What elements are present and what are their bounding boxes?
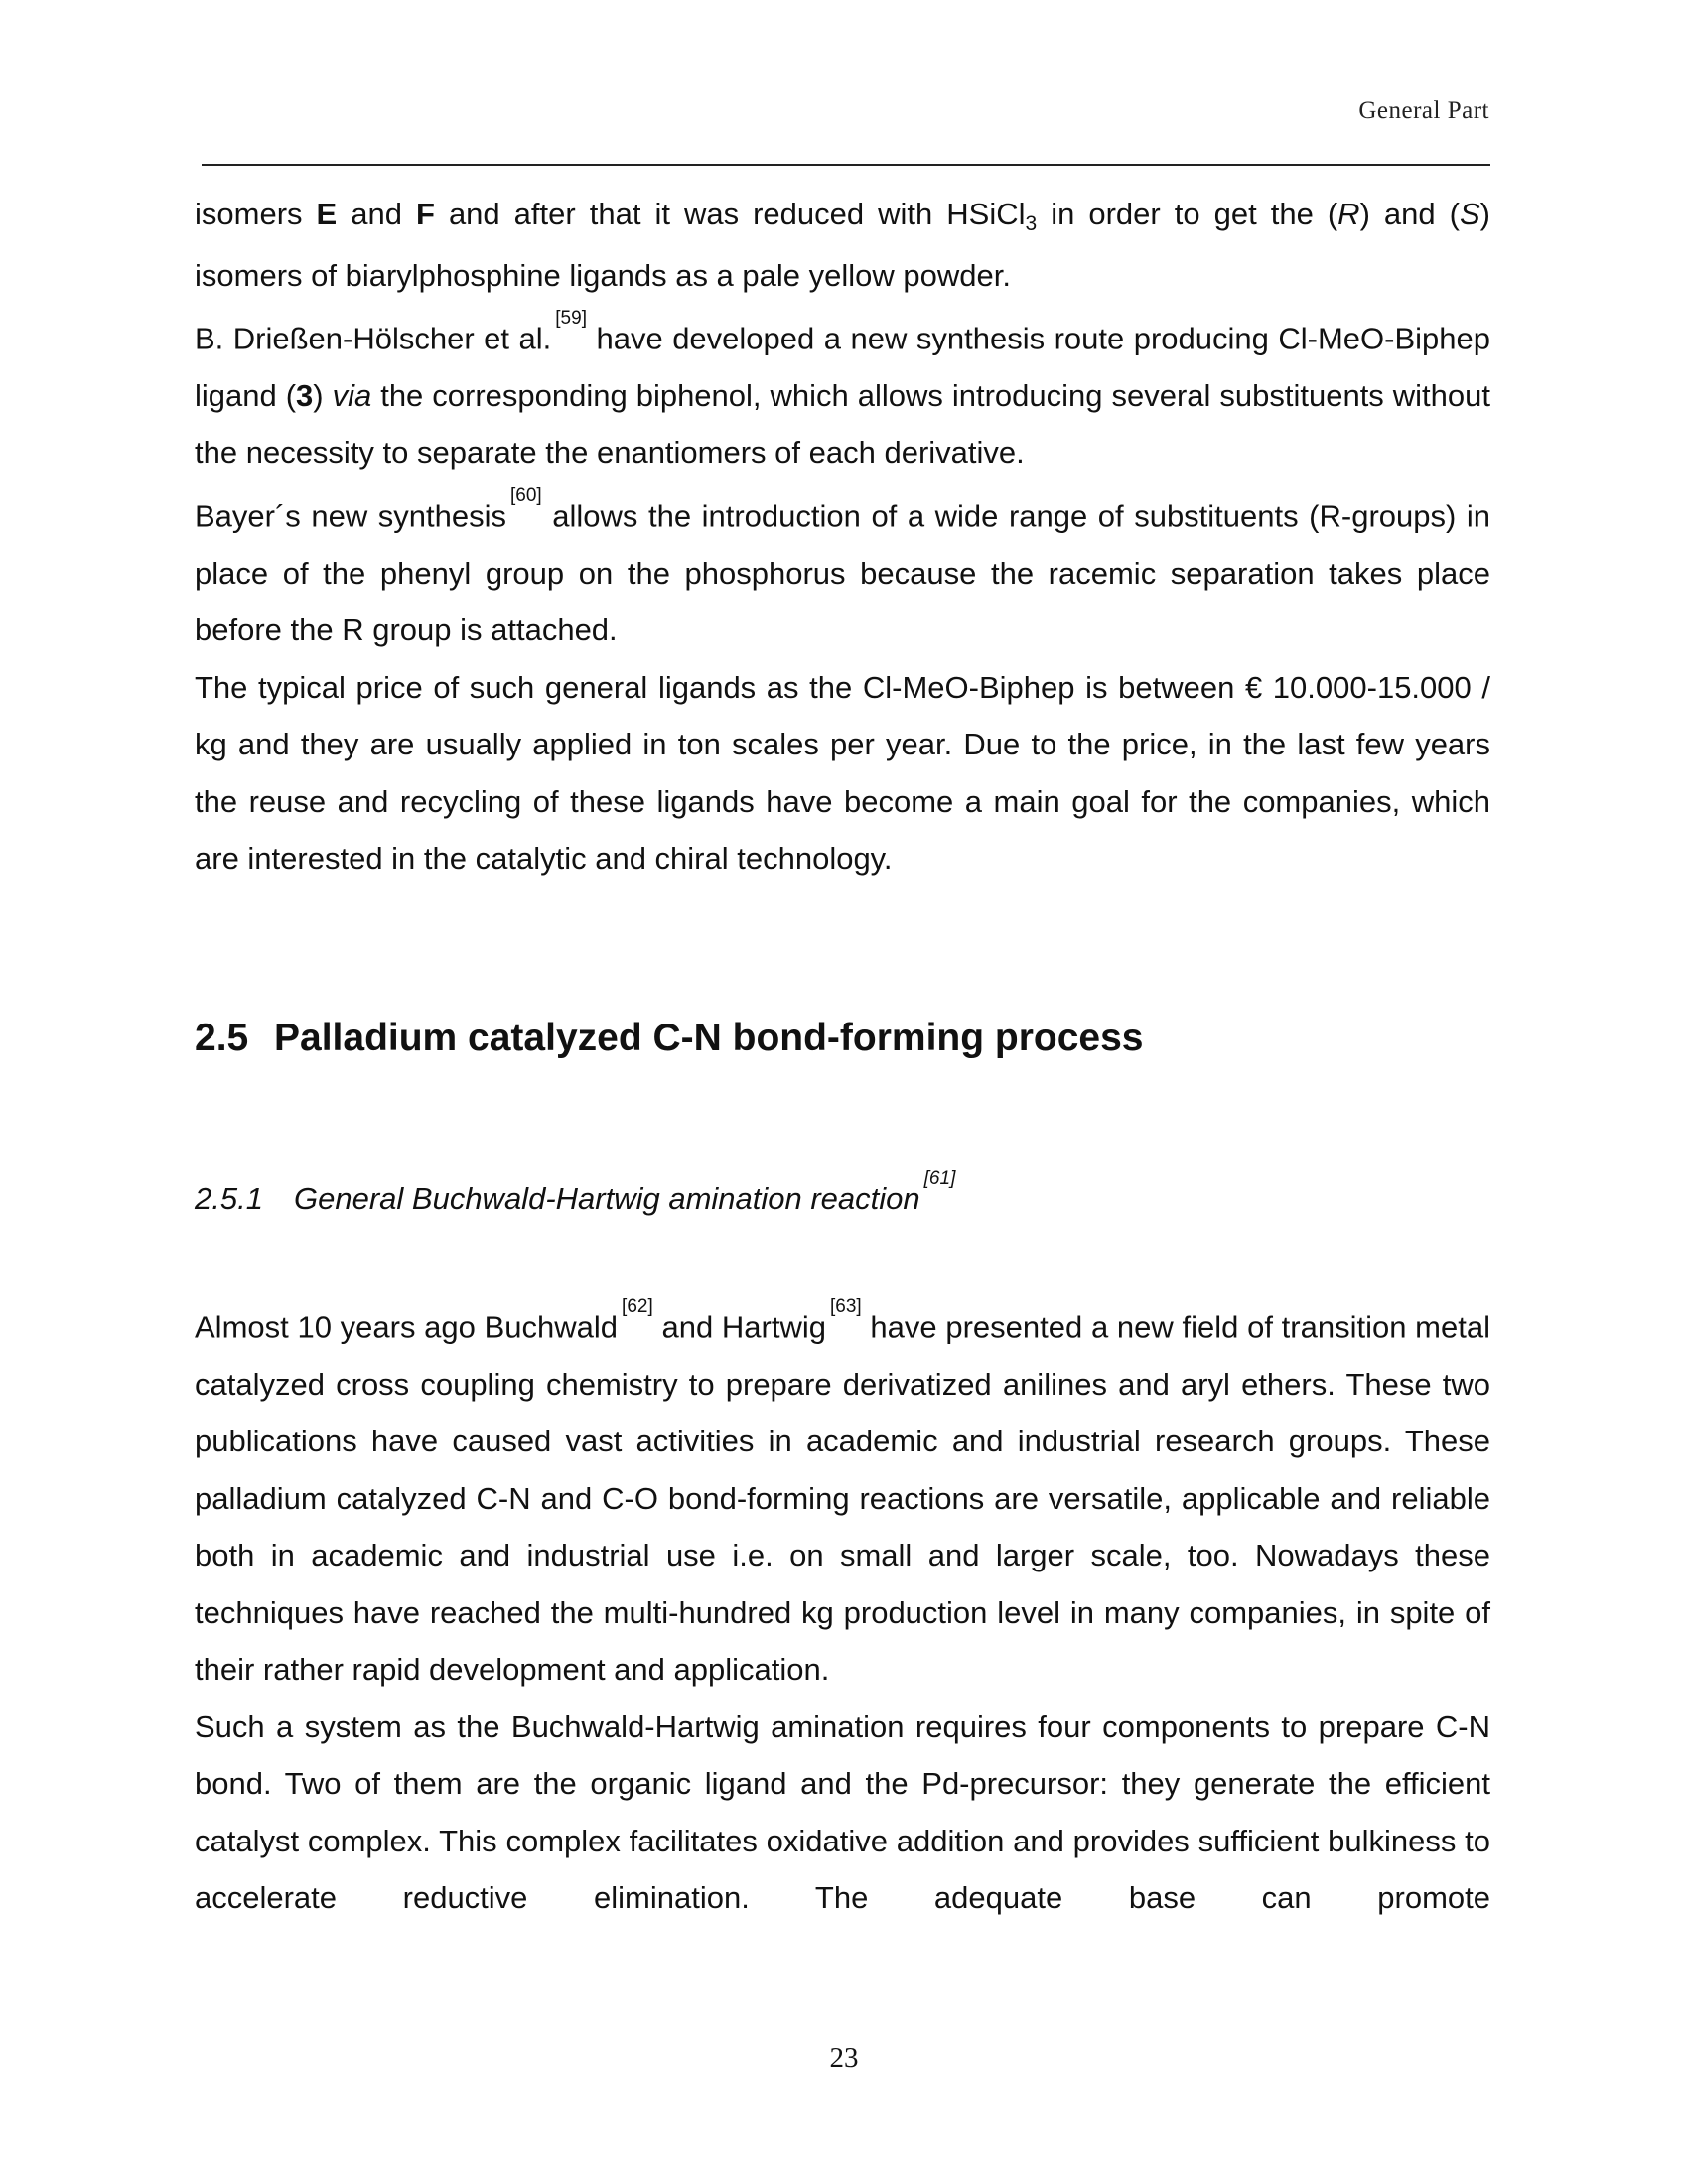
subscript: 3 (1025, 212, 1038, 235)
citation-ref: [62] (622, 1297, 653, 1317)
section-heading (195, 1017, 1143, 1060)
paragraph-bayer: Bayer´s new synthesis[60] allows the introduction of a wide range of substituents (R-groups) in place of the phenyl group on the phosphorus because the racemic separation takes place before the R group is attached. (195, 484, 1491, 648)
section-number: 2.5 (195, 1017, 249, 1059)
paragraph-driessen: B. Drießen-Hölscher et al.[59] have developed a new synthesis route producing Cl-MeO-Biphep ligand (3) via the corresponding biphenol, which allows introducing several substituents without the necessity to separate the enantiomers of each derivative. (195, 308, 1491, 471)
subsection-number: 2.5.1 (195, 1181, 263, 1216)
page-number: 23 (829, 2042, 859, 2074)
running-header: General Part (1358, 97, 1489, 124)
paragraph-components: Such a system as the Buchwald-Hartwig amination requires four components to prepare C-N bond. Two of them are the organic ligand and the Pd-precursor: they generate the efficient catalyst complex. This complex facilitates oxidative addition and provides sufficient bulkiness to accelerate reductive elimination. The adequate base can promote (195, 1708, 1490, 1916)
citation-ref: [63] (830, 1297, 862, 1317)
subsection-heading (195, 1167, 956, 1217)
citation-ref: [61] (923, 1167, 956, 1189)
section-title: Palladium catalyzed C-N bond-forming process (274, 1017, 1144, 1059)
paragraph-price: The typical price of such general ligands as the Cl-MeO-Biphep is between € 10.000-15.000 / kg and they are usually applied in ton scales per year. Due to the price, in the last few years the reuse and recycling of these ligands have become a main goal for the companies, which are interested in the catalytic and chiral technology. (195, 669, 1490, 877)
subsection-title: General Buchwald-Hartwig amination reaction (294, 1181, 920, 1216)
paragraph-history: Almost 10 years ago Buchwald[62] and Hartwig[63] have presented a new field of transition metal catalyzed cross coupling chemistry to prepare derivatized anilines and aryl ethers. These two publications have caused vast activities in academic and industrial research groups. These palladium catalyzed C-N and C-O bond-forming reactions are versatile, applicable and reliable both in academic and industrial use i.e. on small and larger scale, too. Nowadays these techniques have reached the multi-hundred kg production level in many companies, in spite of their rather rapid development and application. (195, 1297, 1490, 1688)
text-block-amination (195, 1293, 1490, 1927)
citation-ref: [59] (555, 308, 587, 329)
text-block-ligands (195, 186, 1490, 887)
citation-ref: [60] (510, 484, 542, 506)
paragraph-isomers: isomers E and F and after that it was reduced with HSiCl3 in order to get the (R) and (S) isomers of biarylphosphine ligands as a pale yellow powder. (195, 197, 1490, 293)
header-divider (202, 164, 1490, 166)
